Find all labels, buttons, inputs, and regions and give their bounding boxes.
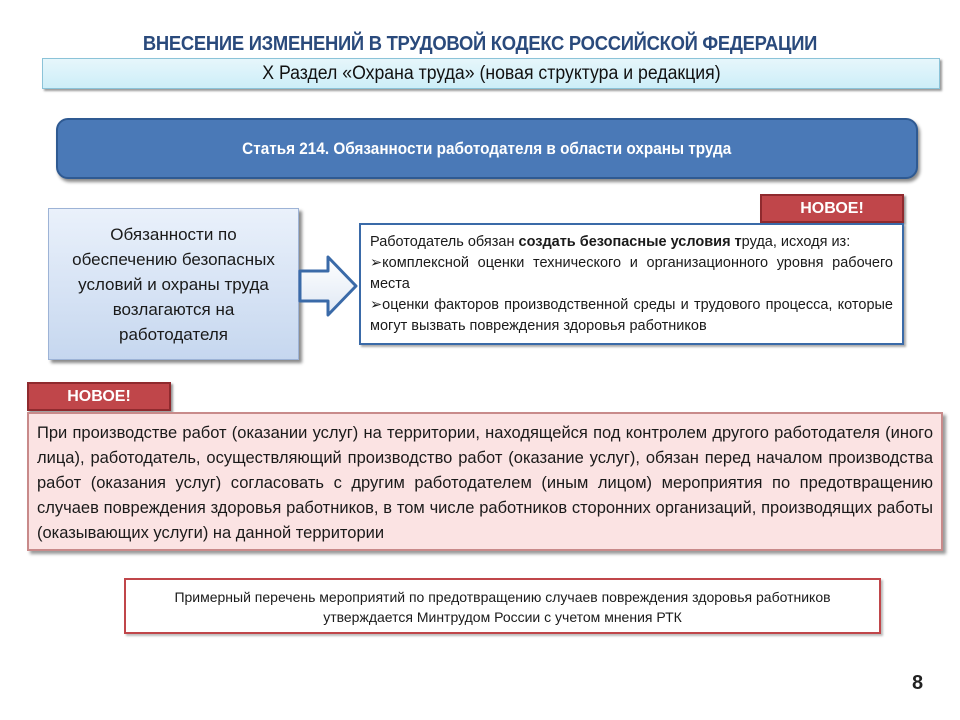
employer-duties-box xyxy=(359,223,904,345)
section-subtitle xyxy=(42,58,940,89)
intro-suffix: руда, исходя из: xyxy=(741,234,851,250)
contractor-text: При производстве работ (оказании услуг) на территории, находящейся под контролем другого работодателя (иного лица), работодатель, осуществляющий производство работ (оказание услуг), обязан перед началом производства работ (оказания услуг) согласовать с другим работодателем (иным лицом) мероприятия по предотвращению случаев повреждения здоровья работников, в том числе работников сторонних организаций, производящих работы (оказывающих услуги) на данной территории xyxy=(37,424,933,542)
section-subtitle-text: X Раздел «Охрана труда» (новая структура и редакция) xyxy=(261,63,721,84)
employer-intro xyxy=(370,232,893,253)
new-badge-top: НОВОЕ! xyxy=(760,194,904,223)
bullet-arrow-icon: ➢ xyxy=(370,255,383,271)
page-number: 8 xyxy=(912,672,924,694)
bullet-item xyxy=(370,295,893,337)
bullet-text: оценки факторов производственной среды и трудового процесса, которые могут вызвать повреждения здоровья работников xyxy=(370,297,893,334)
intro-prefix: Работодатель обязан xyxy=(370,234,519,250)
note-line-1: Примерный перечень мероприятий по предотвращению случаев повреждения здоровья работников xyxy=(174,589,831,605)
bullet-item xyxy=(370,253,893,295)
contractor-obligation-box xyxy=(27,412,943,551)
note-box xyxy=(124,578,881,634)
new-badge-bottom: НОВОЕ! xyxy=(27,382,171,411)
bullet-text: комплексной оценки технического и организационного уровня рабочего места xyxy=(370,255,893,292)
article-banner xyxy=(56,118,918,179)
article-title: Статья 214. Обязанности работодателя в области охраны труда xyxy=(242,139,732,158)
intro-bold: создать безопасные условия т xyxy=(518,234,742,250)
note-line-2: утверждается Минтрудом России с учетом мнения РТК xyxy=(323,609,682,625)
duties-text: Обязанности по обеспечению безопасных условий и охраны труда возлагаются на работодателя xyxy=(72,224,275,344)
page-title: ВНЕСЕНИЕ ИЗМЕНЕНИЙ В ТРУДОВОЙ КОДЕКС РОССИЙСКОЙ ФЕДЕРАЦИИ xyxy=(142,33,818,55)
duties-box xyxy=(48,208,299,360)
right-arrow-icon xyxy=(298,255,360,317)
bullet-arrow-icon: ➢ xyxy=(370,297,383,313)
